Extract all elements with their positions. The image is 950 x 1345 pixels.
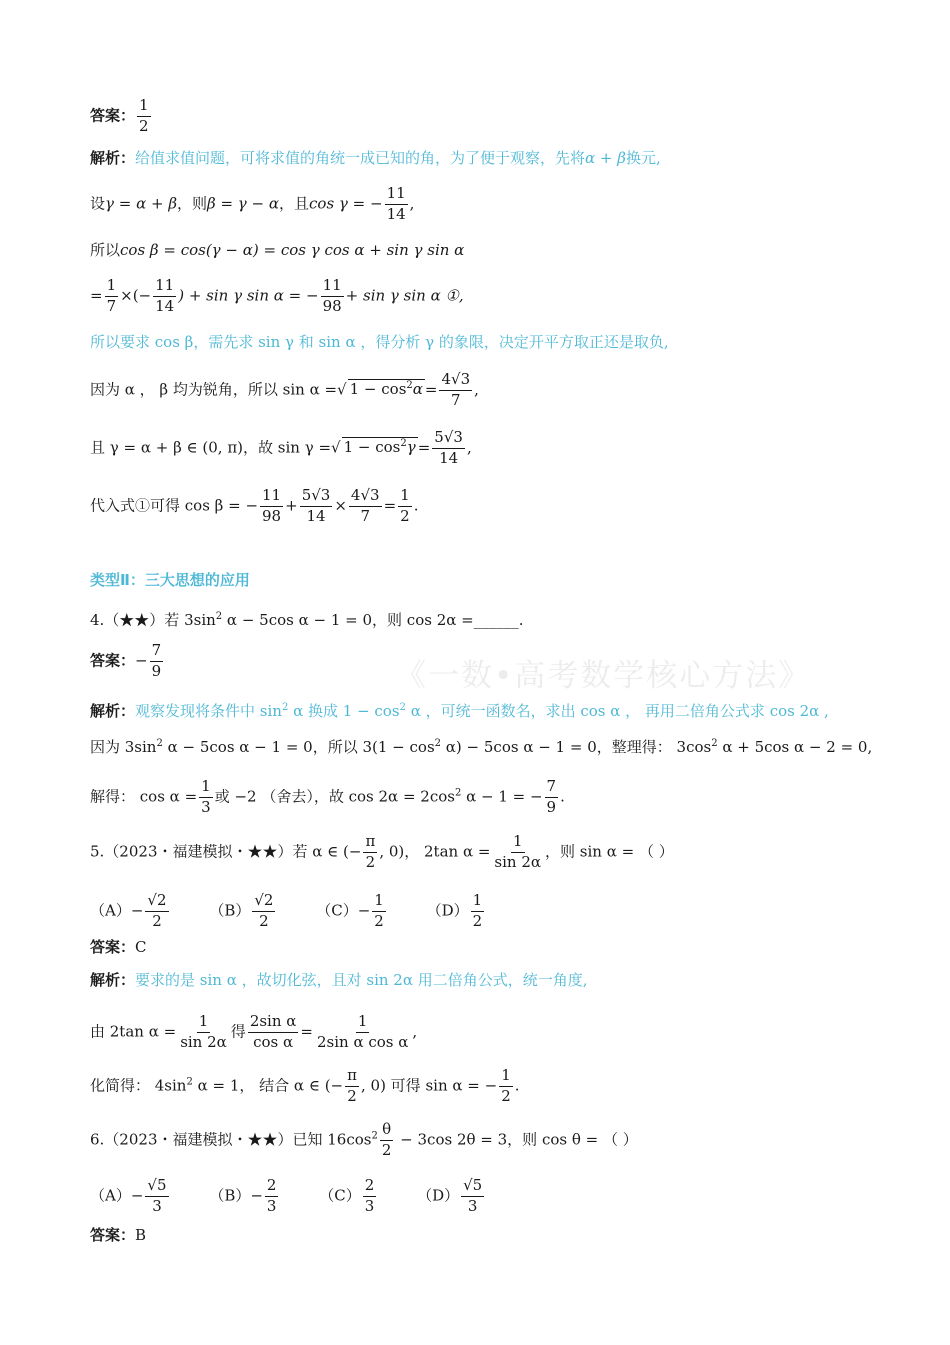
- text: ,: [474, 380, 479, 399]
- text: 设: [90, 194, 106, 213]
- text: α = 1， 结合 α ∈ (−: [192, 1076, 344, 1095]
- q4-stem: [90, 607, 523, 630]
- p3-line-6: [90, 372, 479, 409]
- text: ,: [466, 438, 472, 457]
- exponent: 2: [434, 738, 442, 749]
- fraction: $\frac{11}{98}$: [322, 276, 342, 315]
- text: 得: [230, 1022, 246, 1041]
- math: α + β: [585, 149, 626, 167]
- text: ,: [409, 194, 415, 213]
- text: 所以: [90, 241, 121, 259]
- q4-line-2: [90, 734, 872, 757]
- fraction: $\frac{1}{2}$: [501, 1066, 511, 1105]
- radicand: $1 - \cos^2\alpha$: [349, 380, 423, 399]
- fraction: $\frac{1}{\sin 2\alpha}$: [494, 832, 542, 871]
- text: α) − 5cos α − 1 = 0，整理得： 3cos: [441, 738, 712, 756]
- text: − 3cos 2θ = 3，则 cos θ = （ ）: [395, 1130, 638, 1149]
- text: .: [518, 611, 524, 629]
- text: ×: [334, 496, 347, 515]
- radicand: $1 - \cos^2\gamma$: [343, 438, 416, 457]
- text: ×(−: [120, 286, 152, 305]
- fraction: $\frac{1}{\text{2sin α cos α}}$: [317, 1012, 409, 1051]
- option-c[interactable]: （C）− $\frac{1}{2}$: [316, 891, 384, 930]
- q5-line-2: [90, 1014, 417, 1051]
- q6-answer-line: [90, 1225, 146, 1246]
- text: 代入式①可得 cos β = −: [90, 496, 259, 515]
- text: α − 5cos α − 1 = 0，则 cos 2α =: [222, 611, 474, 629]
- answer-label: 答案：: [90, 939, 136, 956]
- math: cos γ = −: [309, 194, 383, 213]
- exponent: 2: [454, 787, 462, 799]
- answer-value: B: [135, 1226, 147, 1244]
- q5-line-3: [90, 1068, 520, 1105]
- q6-options: [90, 1178, 520, 1215]
- fraction: $\frac{1}{2}$: [400, 486, 410, 525]
- analysis-label: 解析：: [90, 703, 136, 720]
- section-title: 类型Ⅱ：三大思想的应用: [90, 572, 250, 589]
- analysis-text: 给值求值问题，可将求值的角统一成已知的角，为了便于观察，先将: [135, 149, 586, 167]
- text: , 0) 可得 sin α = −: [360, 1076, 498, 1095]
- q4-answer-line: [90, 643, 165, 680]
- fraction: $\frac{11}{14}$: [386, 184, 406, 223]
- q4-line-3: [90, 779, 565, 816]
- text: 解得： cos α =: [90, 787, 198, 806]
- analysis-text: α ，可统一函数名，求出 cos α ， 再用二倍角公式求 cos 2α ,: [405, 702, 829, 720]
- text: ,: [412, 1022, 418, 1041]
- text: 因为 3sin: [90, 738, 157, 756]
- text: =: [417, 438, 431, 457]
- answer-label: 答案：: [90, 1227, 136, 1244]
- text: =: [383, 496, 397, 515]
- answer-value: C: [135, 938, 147, 956]
- p3-line-2: [90, 186, 414, 223]
- answer-label: 答案：: [90, 107, 136, 125]
- q4-analysis-line: [90, 698, 829, 722]
- exponent: 2: [399, 702, 406, 713]
- analysis-text: α 换成 1 − cos: [288, 702, 400, 720]
- text: =: [300, 1022, 313, 1041]
- fraction: $\frac{\pi}{2}$: [365, 832, 376, 871]
- text: α + 5cos α − 2 = 0,: [717, 738, 873, 756]
- text: α − 5cos α − 1 = 0，所以 3(1 − cos: [162, 738, 435, 756]
- p3-line-3: [90, 240, 464, 260]
- text: 化简得： 4sin: [90, 1076, 187, 1095]
- math: ) + sin γ sin α = −: [178, 286, 319, 305]
- math: + sin γ sin α ①,: [345, 286, 464, 305]
- analysis-text: 换元,: [625, 149, 661, 167]
- text: =: [424, 380, 438, 399]
- fraction: $\frac{4√3}{7}$: [350, 486, 380, 525]
- text: +: [285, 496, 298, 515]
- fraction: $\frac{1}{\sin 2\alpha}$: [180, 1012, 227, 1051]
- text: .: [514, 1076, 520, 1095]
- exponent: 2: [371, 1130, 378, 1142]
- text: 6.（2023・福建模拟・★★）已知 16cos: [90, 1130, 372, 1149]
- fraction: $\frac{1}{7}$: [106, 276, 117, 315]
- analysis-label: 解析：: [90, 972, 136, 989]
- text: ，则 sin α = （ ）: [545, 842, 674, 861]
- fraction: $\frac{\pi}{2}$: [347, 1066, 357, 1105]
- fraction: $\frac{7}{9}$: [151, 641, 162, 680]
- text: 因为 α ， β 均为锐角，所以 sin α =: [90, 380, 338, 399]
- option-d[interactable]: （D） $\frac{√5}{3}$: [417, 1176, 483, 1215]
- q6-stem: [90, 1122, 638, 1159]
- math: cos β = cos(γ − α) = cos γ cos α + sin γ sin α: [120, 241, 465, 259]
- option-d[interactable]: （D） $\frac{1}{2}$: [426, 891, 483, 930]
- answer-label: 答案：: [90, 652, 136, 670]
- text: .: [560, 787, 565, 806]
- fraction: $\frac{1}{2}$: [139, 96, 149, 135]
- text: ，则: [177, 194, 208, 213]
- fraction: $\frac{\text{2sin α}}{\text{cos α}}$: [249, 1012, 297, 1051]
- text: , 0)， 2tan α =: [379, 842, 491, 861]
- exponent: 2: [186, 1076, 193, 1088]
- exponent: 2: [281, 702, 289, 713]
- text: α − 1 = −: [461, 787, 543, 806]
- analysis-text: 要求的是 sin α ，故切化弦，且对 sin 2α 用二倍角公式，统一角度,: [135, 971, 588, 989]
- fraction: $\frac{11}{14}$: [155, 276, 175, 315]
- fraction: $\frac{4√3}{7}$: [441, 370, 471, 409]
- analysis-text: 观察发现将条件中 sin: [135, 702, 282, 720]
- answer-blank: ______: [473, 611, 519, 629]
- exponent: 2: [215, 611, 223, 622]
- option-a[interactable]: （A）− $\frac{√2}{2}$: [90, 891, 167, 930]
- option-c[interactable]: （C） $\frac{2}{3}$: [319, 1176, 375, 1215]
- exponent: 2: [156, 738, 163, 749]
- text: 且 γ = α + β ∈ (0, π)，故 sin γ =: [90, 438, 332, 457]
- p3-line-8: [90, 488, 418, 525]
- math: β = γ − α: [207, 194, 279, 213]
- q5-analysis-line: [90, 970, 588, 991]
- fraction: $\frac{\theta}{2}$: [381, 1120, 392, 1159]
- sqrt-sign: √: [331, 438, 341, 457]
- exponent: 2: [711, 738, 718, 749]
- text: 或 −2 （舍去），故 cos 2α = 2cos: [214, 787, 455, 806]
- fraction: $\frac{7}{9}$: [546, 777, 557, 816]
- analysis-label: 解析：: [90, 150, 136, 167]
- text: =: [90, 286, 103, 305]
- fraction: $\frac{5√3}{14}$: [434, 428, 463, 467]
- p3-line-4: [90, 278, 464, 315]
- option-a[interactable]: （A）− $\frac{√5}{3}$: [90, 1176, 167, 1215]
- p3-line-5: 所以要求 cos β，需先求 sin γ 和 sin α ，得分析 γ 的象限，决定开平方取正还是取负,: [90, 333, 669, 351]
- math: γ = α + β: [105, 194, 177, 213]
- p3-line-7: [90, 430, 472, 467]
- option-b[interactable]: （B）− $\frac{2}{3}$: [209, 1176, 277, 1215]
- fraction: $\frac{1}{3}$: [201, 777, 211, 816]
- option-b[interactable]: （B） $\frac{√2}{2}$: [209, 891, 274, 930]
- fraction: $\frac{11}{98}$: [262, 486, 282, 525]
- fraction: $\frac{5√3}{14}$: [301, 486, 331, 525]
- q5-options: [90, 893, 520, 930]
- q5-stem: [90, 834, 674, 871]
- watermark: 《一数•高考数学核心方法》: [395, 658, 812, 694]
- p3-answer-line: [90, 98, 153, 135]
- text: ，且: [279, 194, 310, 213]
- text: .: [413, 496, 419, 515]
- text: 由 2tan α =: [90, 1022, 177, 1041]
- text: 4.（★★）若 3sin: [90, 611, 216, 629]
- p3-analysis-line: [90, 148, 661, 169]
- text: −: [135, 651, 148, 670]
- sqrt-sign: √: [337, 380, 347, 399]
- text: 5.（2023・福建模拟・★★）若 α ∈ (−: [90, 842, 362, 861]
- q5-answer-line: [90, 937, 147, 958]
